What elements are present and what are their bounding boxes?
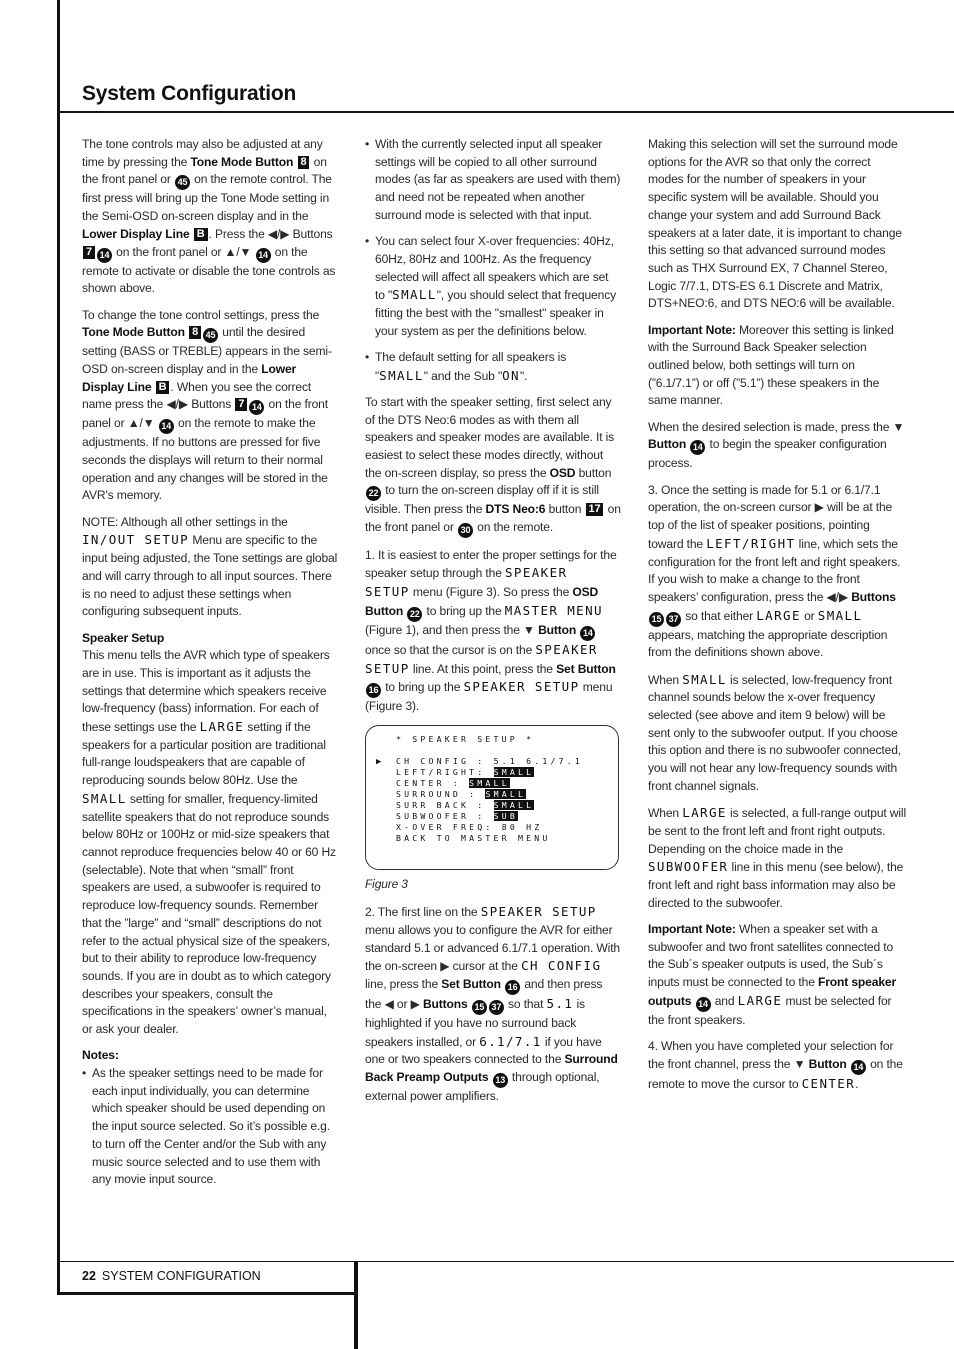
osd-row: BACK TO MASTER MENU bbox=[396, 832, 551, 843]
important-note-1: Important Note: Moreover this setting is linked with the Surround Back Speaker selection outlined below, both settings will turn on (”6.1/7.1”) or off (”5.1”) these speakers in the same manner. bbox=[648, 322, 894, 408]
column-1 bbox=[82, 136, 339, 1198]
osd-cursor-icon: ▶ bbox=[376, 756, 385, 767]
desired-selection-paragraph: When the desired selection is made, press the ▼ Button 14 to begin the speaker configuration process. bbox=[648, 419, 905, 471]
step-1-paragraph: 1. It is easiest to enter the proper settings for the speaker setup through the SPEAKER SETUP menu (Figure 3). So press the OSD Button 22 to bring up the MASTER MENU (Figure 1), and then press the ▼ Button 14 once so that the cursor is on the SPEAKER SETUP line. At this point, press the Set Button 16 to bring up the SPEAKER SETUP menu (Figure 3). bbox=[365, 547, 617, 714]
osd-row: CH CONFIG : 5.1 6.1/7.1 bbox=[396, 755, 583, 766]
note-item: • The default setting for all speakers is "SMALL" and the Sub "ON". bbox=[365, 349, 621, 385]
speaker-setup-paragraph: This menu tells the AVR which type of speakers are in use. This is important as it adjusts the settings that determine which speakers receive low-frequency (bass) information. For each of these settings use the LARGE setting if the speakers for a particular position are traditional full-range loudspeakers that are capable of reproducing sounds below 80Hz. Use the SMALL setting for smaller, frequency-limited satellite speakers that do not reproduce sounds below 80Hz or 100Hz or mid-size speakers that cannot reproduce frequencies below 40 or 60 Hz (selectable). Note that when “small” front speakers are used, a subwoofer is required to reproduce low-frequency sounds. Remember that the ”large” and “small” descriptions do not refer to the actual physical size of the speakers, but to their ability to reproduce low-frequency sounds. If you are in doubt as to which category describes your speakers, consult the specifications in the speakers’ owner’s manual, or ask your dealer. bbox=[82, 648, 336, 1037]
footer-box-bottom bbox=[57, 1292, 357, 1295]
column-3 bbox=[648, 136, 906, 1102]
footer-rule bbox=[57, 1261, 954, 1262]
page-title: System Configuration bbox=[82, 82, 297, 105]
osd-title: * SPEAKER SETUP * bbox=[396, 733, 535, 744]
column-2 bbox=[365, 136, 621, 1114]
selection-paragraph: Making this selection will set the surround mode options for the AVR so that only the correct modes for the number of speakers in your specific system will be available. Should you change your system and add Surround Back speakers at a later date, it is important to change this setting so that advanced surround modes such as THX Surround EX, 7 Channel Stereo, Logic 7/7.1, DTS-ES 6.1 Discrete and Matrix, DTS+NEO:6, and DTS NEO:6 will be available. bbox=[648, 137, 902, 311]
note-item: • As the speaker settings need to be made for each input individually, you can determine which speaker should be used depending on the input source selected. So it’s possible e.g. to turn off the Center and/or the Sub with any music source selected and to use them with any movie input source. bbox=[82, 1065, 339, 1189]
important-note-2: Important Note: When a speaker set with a subwoofer and two front satellites connected to the Sub´s speaker outputs is used, the Sub´s inputs must be connected to the Front speaker outputs 14 and LARGE must be selected for the front speakers. bbox=[648, 921, 897, 1027]
osd-row: X-OVER FREQ: 80 HZ bbox=[396, 821, 543, 832]
osd-row: CENTER : SMALL bbox=[396, 777, 510, 788]
note-item: • You can select four X-over frequencies: 40Hz, 60Hz, 80Hz and 100Hz. As the frequency selected will affect all speakers which are set to "SMALL", you should select that frequency fitting the best with the "smallest" speaker in your system as per the definitions below. bbox=[365, 233, 621, 340]
tone-controls-paragraph: The tone controls may also be adjusted at any time by pressing the Tone Mode Button 8 on the front panel or 45 on the remote control. The first press will bring up the Tone Mode setting in the Semi-OSD on-screen display and in the Lower Display Line B . Press the ◀/▶ Buttons 7 14 on the front panel or ▲/▼ 14 on the remote to activate or disable the tone controls as shown above. bbox=[82, 137, 336, 296]
dts-neo-paragraph: To start with the speaker setting, first select any of the DTS Neo:6 modes as with them all speakers and speaker modes are available. It is easiest to select these modes directly, without the on-screen display, so press the OSD button 22 to turn the on-screen display off if it is still visible. Then press the DTS Neo:6 button 17 on the front panel or 30 on the remote. bbox=[365, 394, 621, 538]
step-4-paragraph: 4. When you have completed your selection for the front channel, press the ▼ Button 14 on the remote to move the cursor to CENTER. bbox=[648, 1039, 903, 1091]
tone-note-paragraph: NOTE: Although all other settings in the IN/OUT SETUP Menu are specific to the input being adjusted, the Tone settings are global and will carry through to all input sources. There is no need to adjust these settings when configuring subsequent inputs. bbox=[82, 514, 338, 619]
figure-caption: Figure 3 bbox=[365, 876, 408, 891]
small-paragraph: When SMALL is selected, low-frequency front channel sounds below the x-over frequency selected (see above and item 9 below) will be sent only to the subwoofer output. If you choose this option and there is no subwoofer connected, you will not hear any low-frequency sounds with front channel signals. bbox=[648, 671, 901, 793]
osd-row: SURR BACK : SMALL bbox=[396, 799, 535, 810]
speaker-setup-osd-figure bbox=[365, 725, 619, 870]
footer-divider bbox=[354, 1261, 358, 1349]
step-3-paragraph: 3. Once the setting is made for 5.1 or 6.1/7.1 operation, the on-screen cursor ▶ will be at the top of the list of speaker positions, pointing toward the LEFT/RIGHT line, which sets the configuration for the front left and right speakers. If you wish to make a change to the front speakers’ configuration, press the ◀/▶ Buttons 15 37 so that either LARGE or SMALL appears, matching the appropriate description from the definitions shown above. bbox=[648, 482, 901, 660]
osd-row: LEFT/RIGHT: SMALL bbox=[396, 766, 535, 777]
page-number: 22 bbox=[82, 1269, 96, 1283]
notes-list bbox=[82, 1065, 339, 1189]
footer bbox=[82, 1269, 261, 1283]
speaker-notes-list bbox=[365, 136, 621, 385]
osd-row: SURROUND : SMALL bbox=[396, 788, 527, 799]
large-paragraph: When LARGE is selected, a full-range output will be sent to the front left and front right outputs. Depending on the choice made in the SUBWOOFER line in this menu (see below), the front left and right bass information may also be directed to the subwoofer. bbox=[648, 805, 907, 910]
header-rule bbox=[57, 111, 954, 113]
step-2-paragraph: 2. The first line on the SPEAKER SETUP menu allows you to configure the AVR for either standard 5.1 or advanced 6.1/7.1 operation. With the on-screen ▶ cursor at the CH CONFIG line, press the Set Button 16 and then press the ◀ or ▶ Buttons 15 37 so that 5.1 is highlighted if you have no surround back speakers installed, or 6.1/7.1 if you have one or two speakers connected to the Surround Back Preamp Outputs 13 through optional, external power amplifiers. bbox=[365, 904, 621, 1104]
tone-change-paragraph: To change the tone control settings, press the Tone Mode Button 8 45 until the desired setting (BASS or TREBLE) appears in the semi-OSD on-screen display and in the Lower Display Line B . When you see the correct name press the ◀/▶ Buttons 7 14 on the front panel or ▲/▼ 14 on the remote to make the adjustments. If no buttons are pressed for five seconds the displays will return to their normal operation and any changes will be stored in the AVR's memory. bbox=[82, 307, 332, 503]
note-item: • With the currently selected input all speaker settings will be copied to all other surround modes (as far as speakers are used with them) and need not be repeated when another surround mode is selected with that input. bbox=[365, 136, 621, 225]
footer-section: SYSTEM CONFIGURATION bbox=[101, 1269, 261, 1283]
notes-heading: Notes: bbox=[82, 1048, 119, 1063]
left-margin-bar bbox=[57, 0, 60, 1295]
osd-row: SUBWOOFER : SUB bbox=[396, 810, 518, 821]
speaker-setup-heading: Speaker Setup bbox=[82, 630, 165, 645]
